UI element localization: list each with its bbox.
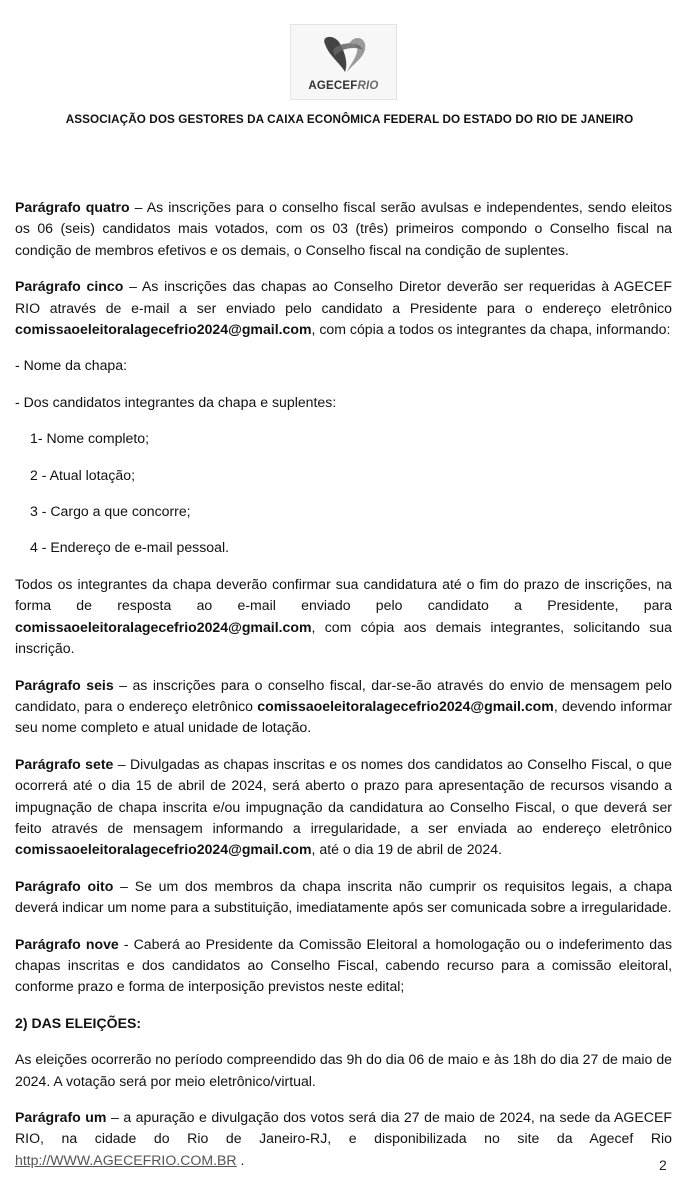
section-heading-eleicoes: 2) DAS ELEIÇÕES: [15, 1014, 142, 1031]
paragraph-nove: Parágrafo nove - Caberá ao Presidente da Comissão Eleitoral a homologação ou o indeferimento das chapas inscritas e dos candidatos ao Conselho Fiscal, cabendo recurso para a comissão eleitoral, conforme prazo e forma de interposição previstos neste edital; [15, 935, 672, 995]
paragraph-seis: Parágrafo seis – as inscrições para o conselho fiscal, dar-se-ão através do envio de mensagem pelo candidato, para o endereço eletrônico comissaoeleitoralagecefrio2024@gmail.com, devendo informar seu nome completo e atual unidade de lotação. [15, 676, 673, 736]
document-body [15, 197, 672, 1171]
website-link[interactable]: http://WWW.AGECEFRIO.COM.BR [15, 1151, 237, 1168]
heart-swirl-logo-icon [319, 32, 371, 78]
email-address: comissaoeleitoralagecefrio2024@gmail.com [257, 697, 554, 714]
paragraph-sete: Parágrafo sete – Divulgadas as chapas inscritas e os nomes dos candidatos ao Conselho Fiscal, o que ocorrerá até o dia 15 de abril de 2024, será aberto o prazo para apresentação de recursos visando a impugnação de chapa inscrita e/ou impugnação da candidatura ao Conselho Fiscal, o que deverá ser feito através de mensagem informando a irregularidade, a ser enviada ao endereço eletrônico comissaoeleitoralagecefrio2024@gmail.com, até o dia 19 de abril de 2024. [15, 755, 672, 858]
page-number: 2 [659, 1157, 667, 1173]
paragraph-quatro: Parágrafo quatro – As inscrições para o conselho fiscal serão avulsas e independentes, sendo eleitos os 06 (seis) candidatos mais votados, com os 03 (três) primeiros compondo o Conselho fiscal na condição de membros efetivos e os demais, o Conselho fiscal na condição de suplentes. [15, 199, 672, 258]
logo-wordmark: AGECEFRIO [308, 80, 379, 92]
email-address: comissaoeleitoralagecefrio2024@gmail.com [15, 841, 312, 858]
paragraph-confirmacao: Todos os integrantes da chapa deverão confirmar sua candidatura até o fim do prazo de inscrições, na forma de resposta ao e-mail enviado pelo candidato a Presidente, para comissaoeleitoralagecefrio2024@gmail.com, com cópia aos demais integrantes, solicitando sua inscrição. [15, 575, 672, 657]
list-candidatos: - Dos candidatos integrantes da chapa e suplentes: [15, 393, 337, 410]
email-address: comissaoeleitoralagecefrio2024@gmail.com [15, 618, 312, 635]
list-item: 1- Nome completo; [30, 430, 150, 447]
list-nome-chapa: - Nome da chapa: [15, 357, 128, 374]
agecef-logo [290, 24, 397, 100]
paragraph-oito: Parágrafo oito – Se um dos membros da chapa inscrita não cumprir os requisitos legais, a chapa deverá indicar um nome para a substituição, imediatamente após ser comunicada sobre a irregularidade. [15, 877, 672, 916]
email-address: comissaoeleitoralagecefrio2024@gmail.com [15, 321, 312, 338]
organization-title: ASSOCIAÇÃO DOS GESTORES DA CAIXA ECONÔMICA FEDERAL DO ESTADO DO RIO DE JANEIRO [65, 113, 634, 126]
paragraph-eleicoes: As eleições ocorrerão no período compreendido das 9h do dia 06 de maio e às 18h do dia 27 de maio de 2024. A votação será por meio eletrônico/virtual. [15, 1051, 672, 1089]
paragraph-um: Parágrafo um – a apuração e divulgação dos votos será dia 27 de maio de 2024, na sede da AGECEF RIO, na cidade do Rio de Janeiro-RJ, e disponibilizada no site da Agecef Rio http://WWW.AGECEFRIO.COM.BR . [15, 1109, 672, 1168]
list-item: 3 - Cargo a que concorre; [30, 503, 191, 520]
paragraph-cinco: Parágrafo cinco – As inscrições das chapas ao Conselho Diretor deverão ser requeridas à AGECEF RIO através de e-mail a ser enviado pelo candidato a Presidente para o endereço eletrônico comissaoeleitoralagecefrio2024@gmail.com, com cópia a todos os integrantes da chapa, informando: [15, 278, 672, 338]
list-item: 2 - Atual lotação; [30, 466, 135, 483]
list-item: 4 - Endereço de e-mail pessoal. [30, 539, 229, 556]
